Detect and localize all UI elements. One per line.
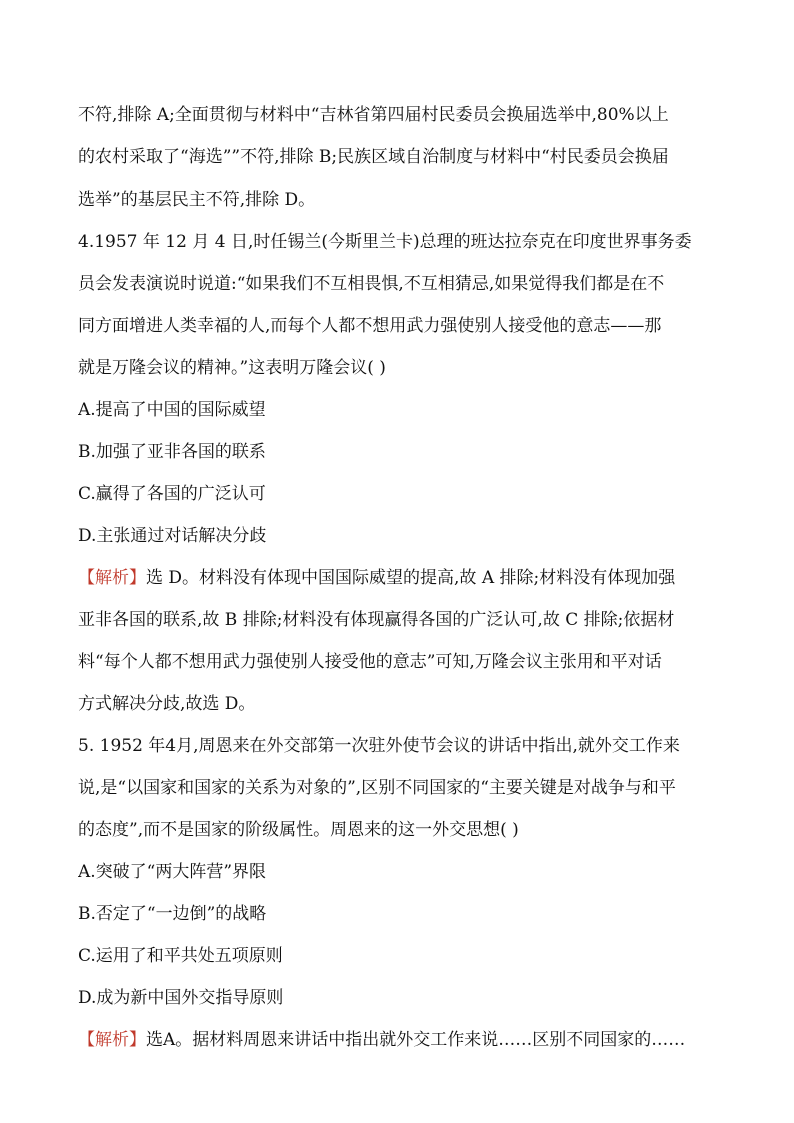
q5-stem-line-1: 5. 1952 年4月,周恩来在外交部第一次驻外使节会议的讲话中指出,就外交工作来: [78, 736, 680, 756]
q4-option-b: B.加强了亚非各国的联系: [78, 442, 266, 462]
q4-stem-line-3: 同方面增进人类幸福的人,而每个人都不想用武力强使别人接受他的意志——那: [78, 316, 662, 336]
q4-analysis-line-4: 方式解决分歧,故选 D。: [78, 694, 256, 714]
q4-analysis-line-2: 亚非各国的联系,故 B 排除;材料没有体现赢得各国的广泛认可,故 C 排除;依据材: [78, 610, 675, 630]
q4-stem-line-1: 4.1957 年 12 月 4 日,时任锡兰(今斯里兰卡)总理的班达拉奈克在印度世界事务委: [78, 232, 692, 252]
q4-option-c: C.赢得了各国的广泛认可: [78, 484, 266, 504]
continuation-line-2: 的农村采取了“海选””不符,排除 B;民族区域自治制度与材料中“村民委员会换届: [78, 147, 669, 167]
q4-analysis-line-3: 料“每个人都不想用武力强使别人接受他的意志”可知,万隆会议主张用和平对话: [78, 652, 662, 672]
q4-stem-line-2: 员会发表演说时说道:“如果我们不互相畏惧,不互相猜忌,如果觉得我们都是在不: [78, 274, 665, 294]
q4-analysis-tag: 【解析】: [78, 568, 146, 588]
q5-analysis-tag: 【解析】: [78, 1030, 146, 1050]
q5-option-d: D.成为新中国外交指导原则: [78, 988, 284, 1008]
q4-option-d: D.主张通过对话解决分歧: [78, 526, 267, 546]
q4-stem-line-4: 就是万隆会议的精神。”这表明万隆会议( ): [78, 358, 386, 378]
q5-stem-line-3: 的态度”,而不是国家的阶级属性。周恩来的这一外交思想( ): [78, 820, 519, 840]
q5-option-c: C.运用了和平共处五项原则: [78, 946, 283, 966]
q4-analysis-line-1: [78, 567, 728, 589]
q4-option-a: A.提高了中国的国际威望: [78, 400, 266, 420]
q5-option-b: B.否定了“一边倒”的战略: [78, 904, 267, 924]
q5-analysis-text-1: 选A。据材料周恩来讲话中指出就外交工作来说……区别不同国家的……: [146, 1030, 686, 1050]
continuation-line-1: 不符,排除 A;全面贯彻与材料中“吉林省第四届村民委员会换届选举中,80%以上: [78, 105, 669, 125]
q4-analysis-text-1: 选 D。材料没有体现中国国际威望的提高,故 A 排除;材料没有体现加强: [146, 568, 676, 588]
q5-analysis-line-1: [78, 1029, 728, 1051]
continuation-line-3: 选举”的基层民主不符,排除 D。: [78, 190, 316, 210]
q5-stem-line-2: 说,是“以国家和国家的关系为对象的”,区别不同国家的“主要关键是对战争与和平: [78, 778, 676, 798]
q5-option-a: A.突破了“两大阵营”界限: [78, 862, 267, 882]
